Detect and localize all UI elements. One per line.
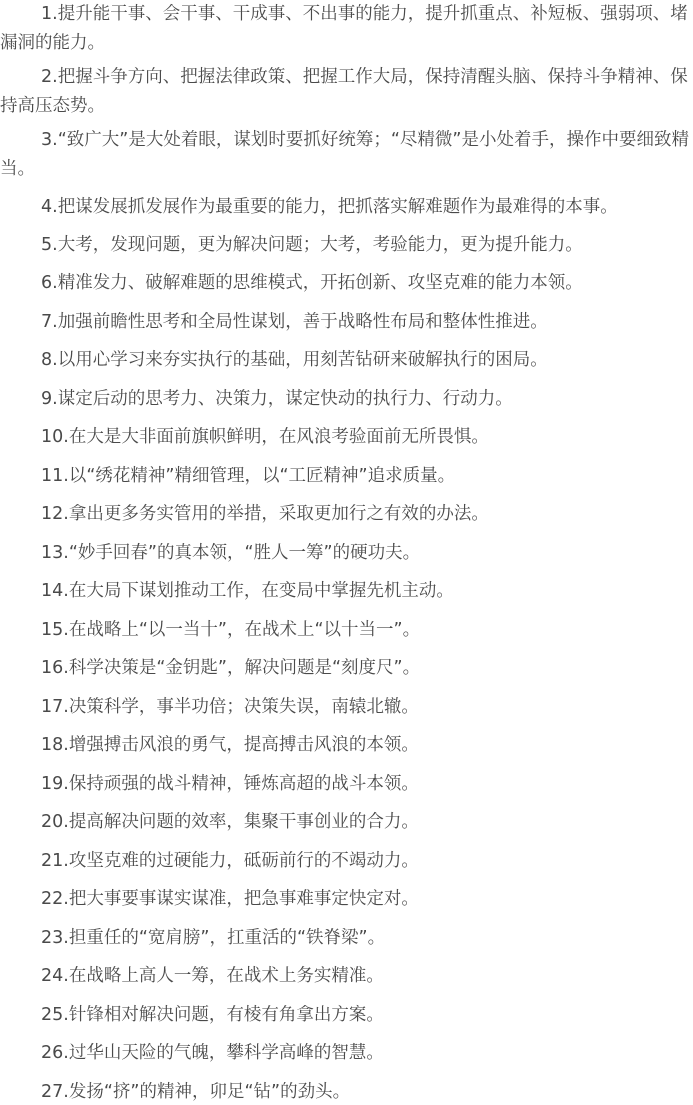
- paragraph: 9.谋定后动的思考力、决策力，谋定快动的执行力、行动力。: [41, 389, 513, 409]
- paragraph: 17.决策科学，事半功倍；决策失误，南辕北辙。: [41, 697, 419, 717]
- paragraph: 22.把大事要事谋实谋准，把急事难事定快定对。: [41, 889, 419, 909]
- paragraph: 10.在大是大非面前旗帜鲜明，在风浪考验面前无所畏惧。: [41, 427, 489, 447]
- paragraph: 20.提高解决问题的效率，集聚干事创业的合力。: [41, 812, 419, 832]
- paragraph: 2.把握斗争方向、把握法律政策、把握工作大局，保持清醒头脑、保持斗争精神、保持高压态势。: [0, 67, 688, 116]
- paragraph: 21.攻坚克难的过硬能力，砥砺前行的不竭动力。: [41, 851, 419, 871]
- paragraph: 15.在战略上“以一当十”，在战术上“以十当一”。: [41, 620, 421, 640]
- paragraph: 23.担重任的“宽肩膀”，扛重活的“铁脊梁”。: [41, 928, 386, 948]
- paragraph: 12.拿出更多务实管用的举措，采取更加行之有效的办法。: [41, 504, 489, 524]
- paragraph: 7.加强前瞻性思考和全局性谋划，善于战略性布局和整体性推进。: [41, 312, 548, 332]
- paragraph: 11.以“绣花精神”精细管理，以“工匠精神”追求质量。: [41, 466, 456, 486]
- paragraph: 24.在战略上高人一筹，在战术上务实精准。: [41, 966, 384, 986]
- paragraph: 8.以用心学习来夯实执行的基础，用刻苦钻研来破解执行的困局。: [41, 350, 548, 370]
- paragraph: 19.保持顽强的战斗精神，锤炼高超的战斗本领。: [41, 774, 419, 794]
- paragraph: 14.在大局下谋划推动工作，在变局中掌握先机主动。: [41, 581, 454, 601]
- paragraph: 26.过华山天险的气魄，攀科学高峰的智慧。: [41, 1043, 384, 1063]
- paragraph: 13.“妙手回春”的真本领，“胜人一筹”的硬功夫。: [41, 543, 421, 563]
- paragraph: 5.大考，发现问题，更为解决问题；大考，考验能力，更为提升能力。: [41, 235, 583, 255]
- paragraph: 1.提升能干事、会干事、干成事、不出事的能力，提升抓重点、补短板、强弱项、堵漏洞的能力。: [0, 4, 688, 53]
- paragraph: 6.精准发力、破解难题的思维模式，开拓创新、攻坚克难的能力本领。: [41, 273, 583, 293]
- paragraph: 3.“致广大”是大处着眼，谋划时要抓好统筹；“尽精微”是小处着手，操作中要细致精当。: [0, 130, 689, 179]
- paragraph: 25.针锋相对解决问题，有棱有角拿出方案。: [41, 1005, 384, 1025]
- paragraph: 27.发扬“挤”的精神，卯足“钻”的劲头。: [41, 1082, 351, 1102]
- paragraph: 16.科学决策是“金钥匙”，解决问题是“刻度尺”。: [41, 658, 421, 678]
- paragraph: 18.增强搏击风浪的勇气，提高搏击风浪的本领。: [41, 735, 419, 755]
- paragraph: 4.把谋发展抓发展作为最重要的能力，把抓落实解难题作为最难得的本事。: [41, 197, 618, 217]
